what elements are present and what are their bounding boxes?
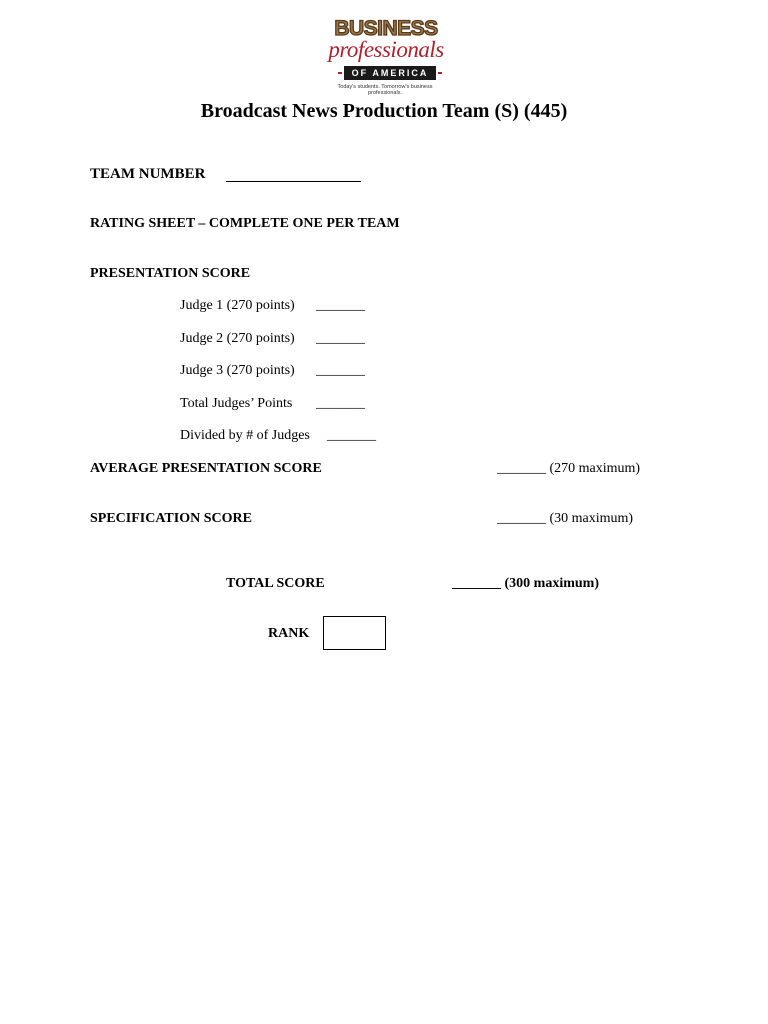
presentation-score-heading: PRESENTATION SCORE	[90, 266, 251, 281]
logo-business-text: BUSINESS	[334, 17, 438, 40]
page-title: Broadcast News Production Team (S) (445)	[200, 100, 568, 122]
rank-label: RANK	[268, 626, 310, 641]
logo-tagline: Today's students. Tomorrow's business professionals.	[337, 84, 433, 96]
average-presentation-score-field[interactable]: _______ (270 maximum)	[497, 461, 641, 476]
specification-score-label: SPECIFICATION SCORE	[90, 511, 252, 526]
total-score-field[interactable]: _______ (300 maximum)	[452, 576, 599, 591]
judge-2-label: Judge 2 (270 points)	[180, 331, 295, 346]
divided-by-judges-blank[interactable]: _______	[327, 428, 376, 443]
judge-2-blank[interactable]: _______	[316, 331, 365, 346]
rank-box[interactable]	[323, 616, 386, 650]
team-number-label: TEAM NUMBER	[90, 166, 206, 182]
logo-of-america-bar: OF AMERICA	[344, 66, 436, 80]
judge-1-label: Judge 1 (270 points)	[180, 298, 295, 313]
judge-3-blank[interactable]: _______	[316, 363, 365, 378]
judge-1-blank[interactable]: _______	[316, 298, 365, 313]
rating-sheet-instruction: RATING SHEET – COMPLETE ONE PER TEAM	[90, 216, 400, 231]
total-judges-points-blank[interactable]: _______	[316, 396, 365, 411]
bpa-logo	[320, 18, 450, 96]
logo-professionals-text: professionals	[328, 37, 444, 62]
judge-3-label: Judge 3 (270 points)	[180, 363, 295, 378]
total-score-label: TOTAL SCORE	[226, 576, 325, 591]
total-judges-points-label: Total Judges’ Points	[180, 396, 293, 411]
specification-score-field[interactable]: _______ (30 maximum)	[497, 511, 634, 526]
average-presentation-score-label: AVERAGE PRESENTATION SCORE	[90, 461, 322, 476]
team-number-field[interactable]	[226, 181, 361, 182]
divided-by-judges-label: Divided by # of Judges	[180, 428, 310, 443]
